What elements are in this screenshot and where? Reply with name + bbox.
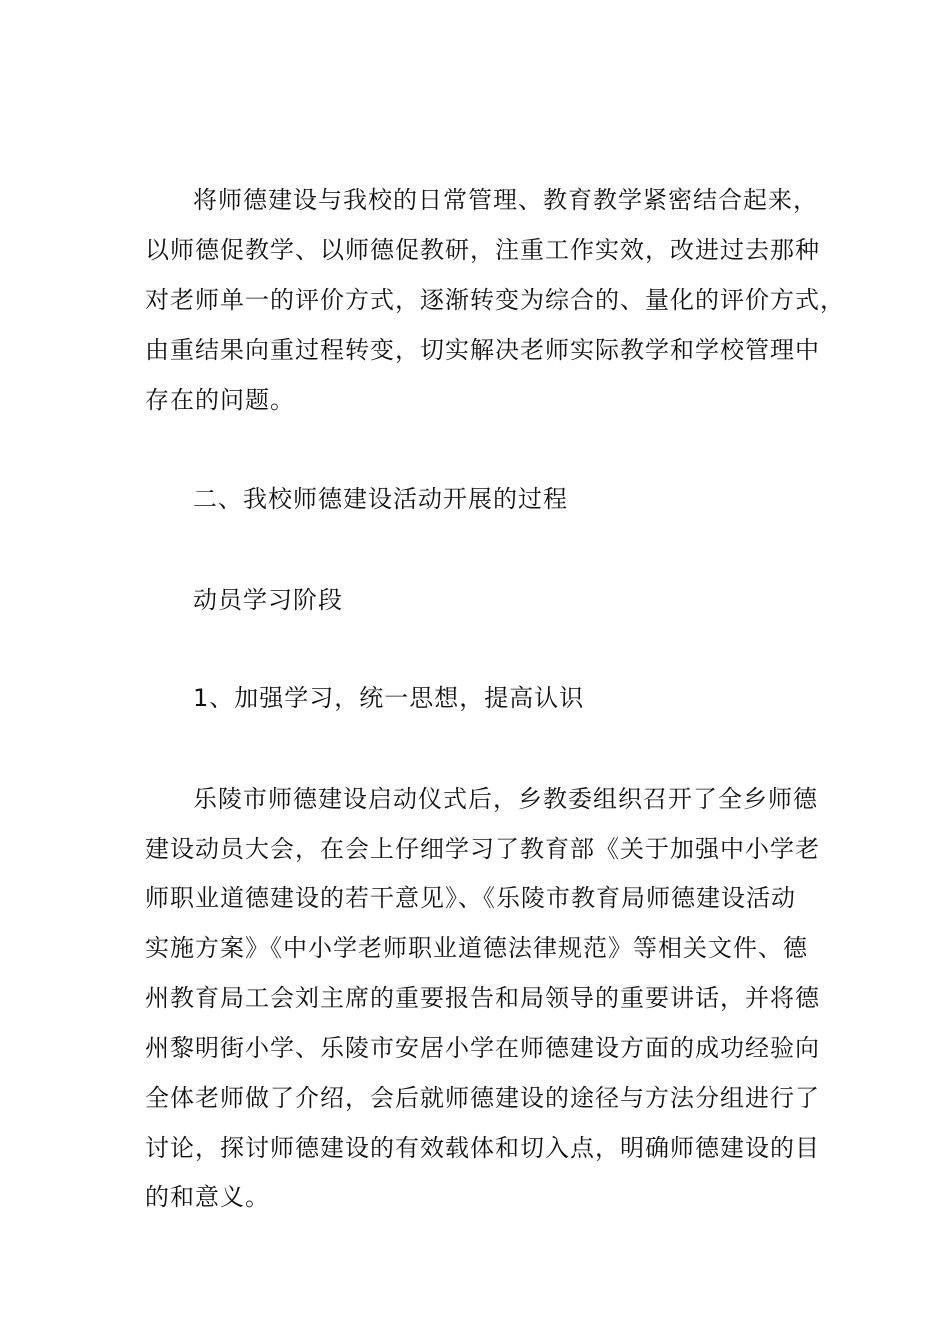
paragraph-2-line-4: 实施方案》《中小学老师职业道德法律规范》等相关文件、德 (145, 934, 808, 962)
paragraph-2-line-6: 州黎明街小学、乐陵市安居小学在师德建设方面的成功经验向 (145, 1034, 820, 1062)
section-heading: 二、我校师德建设活动开展的过程 (193, 485, 568, 513)
paragraph-1-line-5: 存在的问题。 (145, 386, 295, 414)
paragraph-2-line-5: 州教育局工会刘主席的重要报告和局领导的重要讲话，并将德 (145, 984, 820, 1012)
paragraph-2-line-8: 讨论，探讨师德建设的有效载体和切入点，明确师德建设的目 (145, 1134, 820, 1162)
paragraph-2-line-2: 建设动员大会，在会上仔细学习了教育部《关于加强中小学老 (145, 835, 820, 863)
paragraph-1-line-2: 以师德促教学、以师德促教研，注重工作实效，改进过去那种 (145, 236, 820, 264)
item-heading: 1、加强学习，统一思想，提高认识 (193, 684, 585, 712)
paragraph-1-line-3: 对老师单一的评价方式，逐渐转变为综合的、量化的评价方式， (145, 286, 845, 314)
stage-heading: 动员学习阶段 (193, 586, 343, 614)
paragraph-2-line-1: 乐陵市师德建设启动仪式后，乡教委组织召开了全乡师德 (193, 785, 818, 813)
paragraph-2-line-7: 全体老师做了介绍，会后就师德建设的途径与方法分组进行了 (145, 1084, 820, 1112)
paragraph-2-line-3: 师职业道德建设的若干意见》、《乐陵市教育局师德建设活动 (145, 884, 796, 912)
paragraph-1-line-1: 将师德建设与我校的日常管理、教育教学紧密结合起来， (193, 186, 818, 214)
paragraph-1-line-4: 由重结果向重过程转变，切实解决老师实际教学和学校管理中 (145, 336, 820, 364)
paragraph-2-line-9: 的和意义。 (145, 1183, 270, 1211)
